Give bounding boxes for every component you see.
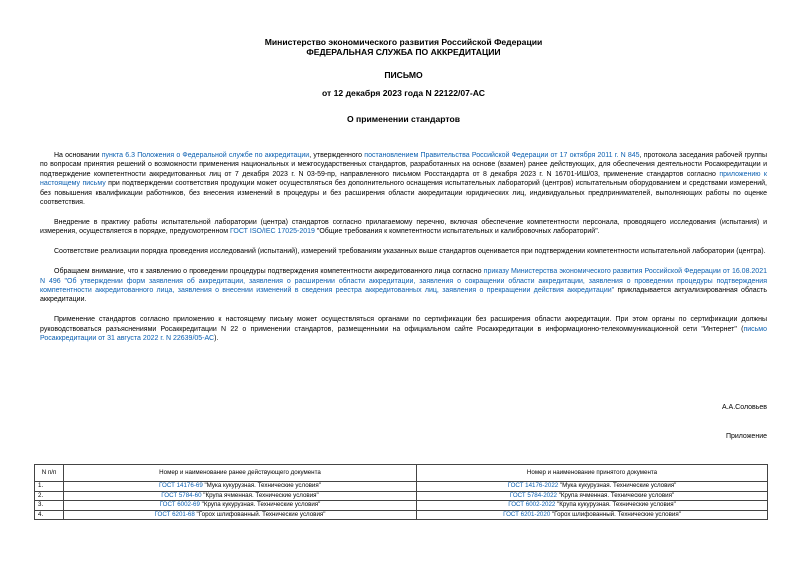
paragraph-text: Внедрение в практику работы испытательной лаборатории (центра) стандартов согласно прилагаемому перечню, включая обеспечение компетентности персонала, проводящего исследования (испытания) и измерения, осуществляется в порядке, предусмотренном bbox=[40, 218, 767, 236]
table-row bbox=[35, 491, 768, 501]
new-gost-title: "Горох шлифованный. Технические условия" bbox=[550, 510, 681, 518]
link-regulation-clause[interactable]: пункта 6.3 Положения о Федеральной службе по аккредитации bbox=[101, 152, 310, 159]
new-document-cell bbox=[417, 491, 768, 501]
table-row bbox=[35, 501, 768, 511]
old-gost-title: "Мука кукурузная. Технические условия" bbox=[202, 482, 321, 489]
new-document-cell bbox=[417, 482, 768, 492]
appendix-table bbox=[34, 464, 768, 520]
appendix-label: Приложение bbox=[725, 433, 767, 440]
new-document-cell bbox=[417, 510, 768, 520]
old-document-cell bbox=[64, 482, 417, 492]
paragraph-text: прикладывается актуализированная область аккредитации. bbox=[40, 286, 767, 304]
ministry-name: Министерство экономического развития Российской Федерации bbox=[264, 37, 543, 47]
paragraph-text: , протокола заседания рабочей группы по вопросам принятия решений о возможности применения национальных и межгосударственных стандартов, разработанных на основе (взамен) ранее действующих, для обеспечения деятельности Росаккредитации и подтверждение компетентности аккредитованных лиц от 7 декабря 2023 г. N 03-59-пр, направленного письмом Росстандарта от 8 декабря 2023 г. N 16701-ИШ/03, применение стандартов согласно bbox=[40, 152, 767, 178]
header-new-document: Номер и наименование принятого документа bbox=[417, 465, 768, 482]
paragraph-text: при подтверждении соответствия продукции может осуществляться без дополнительного оснащения испытательных лабораторий (центров) испытательным оборудованием и средствами измерений, без повышения квалификации работников, без внесения изменений в процедуры и без расширения области аккредитации юридических лиц, индивидуальных предпринимателей, выполняющих работы по оценке соответствия. bbox=[40, 180, 768, 207]
old-gost-title: "Крупа кукурузная. Технические условия" bbox=[199, 501, 321, 509]
table-row bbox=[35, 510, 768, 520]
old-gost-link[interactable]: ГОСТ 6201-68 bbox=[154, 510, 195, 518]
table-header-row bbox=[35, 465, 768, 482]
new-gost-title: "Крупа кукурузная. Технические условия" bbox=[555, 501, 676, 509]
header-number: N п/п bbox=[35, 465, 64, 482]
old-document-cell bbox=[64, 510, 417, 520]
paragraph-3: Соответствие реализации порядка проведения исследований (испытаний), измерений требованиям указанных выше стандартов оценивается при подтверждении компетентности испытательной лаборатории (центра). bbox=[54, 248, 766, 256]
old-document-cell bbox=[64, 501, 417, 511]
document-type: ПИСЬМО bbox=[384, 70, 423, 80]
new-gost-link[interactable]: ГОСТ 6201-2020 bbox=[503, 510, 551, 518]
paragraph-1 bbox=[40, 151, 767, 207]
letter-body bbox=[40, 151, 767, 354]
link-gost-iso-iec[interactable]: ГОСТ ISO/IEC 17025-2019 bbox=[230, 228, 315, 236]
paragraph-text: "Общие требования к компетентности испытательных и калибровочных лабораторий". bbox=[314, 228, 600, 236]
link-government-decree[interactable]: постановлением Правительства Российской Федерации от 17 октября 2011 г. N 845 bbox=[364, 152, 640, 159]
document-subject: О применении стандартов bbox=[346, 114, 460, 124]
old-gost-title: "Горох шлифованный. Технические условия" bbox=[194, 510, 326, 518]
new-gost-title: "Мука кукурузная. Технические условия" bbox=[558, 482, 677, 489]
paragraph-4 bbox=[40, 267, 767, 305]
paragraph-text: Применение стандартов согласно приложению к настоящему письму может осуществляться органами по сертификации без расширения области аккредитации. При этом органы по сертификации должны руководствоваться разъяснениями Росаккредитации N 22 о применении стандартов, размещенными на официальном сайте Росаккредитации в информационно-телекоммуникационной сети "Интернет" ( bbox=[40, 316, 767, 333]
new-gost-title: "Крупа ячменная. Технические условия" bbox=[557, 491, 675, 499]
old-gost-link[interactable]: ГОСТ 5784-60 bbox=[161, 491, 202, 499]
paragraph-text: Обращаем внимание, что к заявлению о проведении процедуры подтверждения компетентности аккредитованного лица согласно bbox=[54, 268, 484, 276]
old-gost-title: "Крупа ячменная. Технические условия" bbox=[201, 491, 319, 499]
new-gost-link[interactable]: ГОСТ 14176-2022 bbox=[507, 482, 559, 489]
old-gost-link[interactable]: ГОСТ 14176-69 bbox=[159, 482, 203, 489]
paragraph-text: , утвержденного bbox=[309, 152, 365, 159]
paragraph-5 bbox=[40, 315, 767, 343]
paragraph-text: ). bbox=[214, 335, 219, 343]
paragraph-2 bbox=[40, 218, 767, 237]
link-rosaccreditation-letter[interactable]: письмо Росаккредитации от 31 августа 2022 г. N 22639/05-АС bbox=[40, 325, 767, 343]
new-document-cell bbox=[417, 501, 768, 511]
table-row bbox=[35, 482, 768, 492]
document-date: от 12 декабря 2023 года N 22122/07-АС bbox=[322, 88, 485, 98]
new-gost-link[interactable]: ГОСТ 6002-2022 bbox=[508, 501, 556, 509]
row-number: 1. bbox=[35, 482, 64, 492]
old-gost-link[interactable]: ГОСТ 6002-69 bbox=[159, 501, 200, 509]
row-number: 2. bbox=[35, 491, 64, 501]
row-number: 3. bbox=[35, 501, 64, 511]
signer-name: А.А.Соловьев bbox=[721, 404, 767, 411]
paragraph-text: На основании bbox=[54, 152, 102, 159]
service-name: ФЕДЕРАЛЬНАЯ СЛУЖБА ПО АККРЕДИТАЦИИ bbox=[306, 47, 501, 57]
link-appendix[interactable]: приложению к настоящему письму bbox=[40, 170, 767, 188]
link-ministry-order[interactable]: приказу Министерства экономического развития Российской Федерации от 16.08.2021 N 496 "Об утверждении форм заявления об аккредитации, заявления о расширении области аккредитации, заявления о сокращении области аккредитации, заявления о проведении процедуры подтверждения компетентности аккредитованного лица, заявления о внесении изменений в сведения реестра аккредитованных лиц, заявления о прекращении действия аккредитации" bbox=[40, 268, 767, 294]
row-number: 4. bbox=[35, 510, 64, 520]
header-old-document: Номер и наименование ранее действующего документа bbox=[64, 465, 417, 482]
new-gost-link[interactable]: ГОСТ 5784-2022 bbox=[509, 491, 557, 499]
old-document-cell bbox=[64, 491, 417, 501]
